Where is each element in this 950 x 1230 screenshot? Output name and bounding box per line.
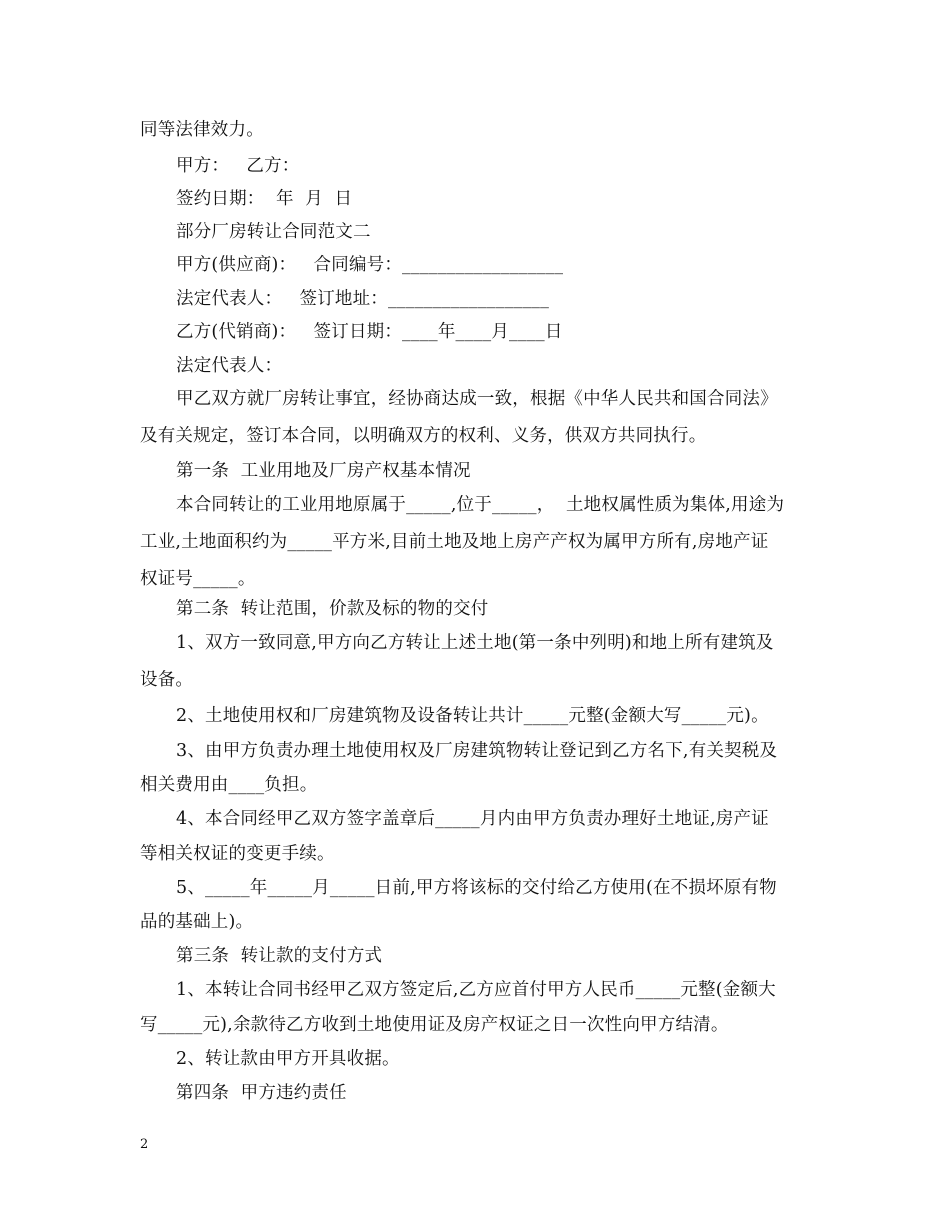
text-line: 甲乙双方就厂房转让事宜，经协商达成一致，根据《中华人民共和国合同法》 xyxy=(176,389,778,409)
text-line: 甲方： 乙方： xyxy=(176,156,300,176)
section-heading: 第三条 转让款的支付方式 xyxy=(176,946,383,966)
section-heading: 第一条 工业用地及厂房产权基本情况 xyxy=(176,461,471,481)
text-line: 2、土地使用权和厂房建筑物及设备转让共计_____元整(金额大写_____元)。 xyxy=(176,706,769,726)
text-line: 相关费用由____负担。 xyxy=(140,775,318,795)
text-line: 同等法律效力。 xyxy=(140,120,264,140)
text-line: 写_____元),余款待乙方收到土地使用证及房产权证之日一次性向甲方结清。 xyxy=(140,1015,729,1035)
text-line: 5、_____年_____月_____日前,甲方将该标的交付给乙方使用(在不损坏原有物 xyxy=(176,878,777,898)
section-heading: 第二条 转让范围，价款及标的物的交付 xyxy=(176,599,489,619)
text-line: 1、本转让合同书经甲乙双方签定后,乙方应首付甲方人民币_____元整(金额大 xyxy=(176,980,776,1000)
text-line: 法定代表人： xyxy=(176,356,283,376)
text-line: 2、转让款由甲方开具收据。 xyxy=(176,1049,400,1069)
text-line: 1、双方一致同意,甲方向乙方转让上述土地(第一条中列明)和地上所有建筑及 xyxy=(176,633,774,653)
text-line: 4、本合同经甲乙双方签字盖章后_____月内由甲方负责办理好土地证,房产证 xyxy=(176,809,769,829)
text-line: 等相关权证的变更手续。 xyxy=(140,844,335,864)
text-line: 本合同转让的工业用地原属于_____,位于_____， 土地权属性质为集体,用途为 xyxy=(176,495,785,515)
section-heading: 第四条 甲方违约责任 xyxy=(176,1083,347,1103)
text-line: 品的基础上)。 xyxy=(140,912,254,932)
text-line: 3、由甲方负责办理土地使用权及厂房建筑物转让登记到乙方名下,有关契税及 xyxy=(176,741,778,761)
text-line: 法定代表人： 签订地址：__________________ xyxy=(176,289,550,309)
text-line: 设备。 xyxy=(140,670,194,690)
text-line: 部分厂房转让合同范文二 xyxy=(176,222,371,242)
text-line: 甲方(供应商)： 合同编号：__________________ xyxy=(176,255,564,275)
text-line: 工业,土地面积约为_____平方米,目前土地及地上房产产权为属甲方所有,房地产证 xyxy=(140,532,769,552)
text-line: 签约日期： 年 月 日 xyxy=(176,189,353,209)
text-line: 乙方(代销商)： 签订日期：____年____月____日 xyxy=(176,322,563,342)
page-number: 2 xyxy=(140,1137,149,1152)
text-line: 权证号_____。 xyxy=(140,569,256,589)
text-line: 及有关规定，签订本合同，以明确双方的权利、义务，供双方共同执行。 xyxy=(140,426,707,446)
